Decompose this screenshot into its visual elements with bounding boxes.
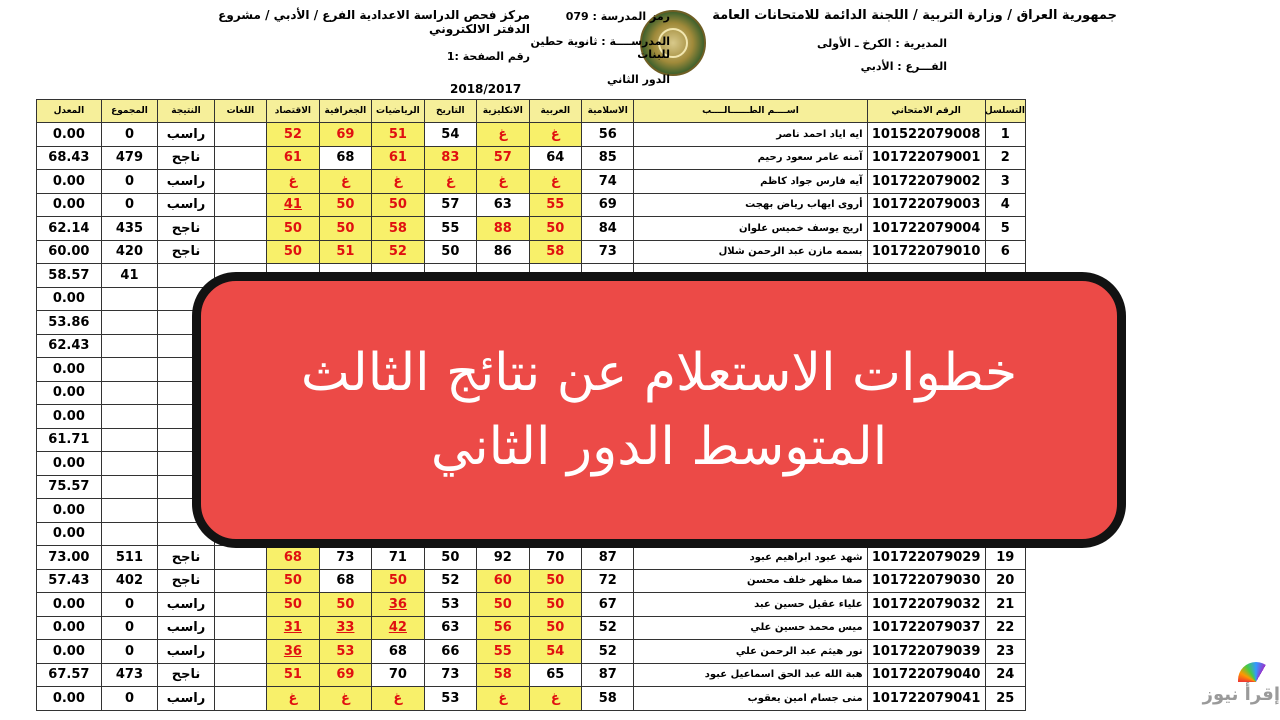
cell-avg: 73.00 (37, 546, 102, 570)
cell-total (101, 287, 158, 311)
cell-islamic: 73 (582, 240, 634, 264)
cell-avg: 57.43 (37, 569, 102, 593)
cell-islamic: 74 (582, 170, 634, 194)
cell-lang (214, 240, 266, 264)
cell-total (101, 358, 158, 382)
cell-econ: 51 (267, 663, 319, 687)
cell-math: 52 (372, 240, 424, 264)
banner-line-1: خطوات الاستعلام عن نتائج الثالث (300, 343, 1018, 403)
cell-name: شهد عبود ابراهيم عبود (634, 546, 867, 570)
cell-history: 50 (424, 240, 476, 264)
cell-arabic: 55 (529, 193, 581, 217)
cell-islamic: 52 (582, 640, 634, 664)
title-banner (192, 272, 1126, 548)
cell-seq: 19 (985, 546, 1025, 570)
table-row (37, 146, 1026, 170)
cell-avg: 0.00 (37, 381, 102, 405)
cell-arabic: 50 (529, 569, 581, 593)
exam-round: الدور الثاني (606, 73, 670, 86)
table-row (37, 217, 1026, 241)
column-header: اســــم الطــــــالــــب (634, 100, 867, 123)
cell-result: ناجح (158, 146, 215, 170)
center-title: مركز فحص الدراسة الاعدادية الفرع / الأدبي / مشروع الدفتر الالكتروني (218, 8, 530, 36)
cell-total (101, 334, 158, 358)
cell-history: 52 (424, 569, 476, 593)
cell-total: 41 (101, 264, 158, 288)
cell-seq: 2 (985, 146, 1025, 170)
cell-total: 0 (101, 123, 158, 147)
table-row (37, 616, 1026, 640)
cell-history: 66 (424, 640, 476, 664)
cell-english: 58 (477, 663, 529, 687)
cell-history: 53 (424, 593, 476, 617)
cell-english: غ (477, 170, 529, 194)
cell-islamic: 52 (582, 616, 634, 640)
cell-econ: 68 (267, 546, 319, 570)
cell-name: نور هيثم عبد الرحمن علي (634, 640, 867, 664)
cell-math: 61 (372, 146, 424, 170)
cell-math: غ (372, 170, 424, 194)
cell-lang (214, 663, 266, 687)
column-header: التاريخ (424, 100, 476, 123)
cell-math: 50 (372, 193, 424, 217)
column-header: الرقم الامتحاني (867, 100, 985, 123)
cell-econ: 52 (267, 123, 319, 147)
cell-total: 0 (101, 616, 158, 640)
cell-name: آمنه عامر سعود رحيم (634, 146, 867, 170)
cell-avg: 0.00 (37, 170, 102, 194)
cell-islamic: 85 (582, 146, 634, 170)
cell-arabic: غ (529, 687, 581, 711)
cell-arabic: 50 (529, 593, 581, 617)
cell-arabic: 58 (529, 240, 581, 264)
cell-total: 435 (101, 217, 158, 241)
table-row (37, 123, 1026, 147)
column-header: الجغرافية (319, 100, 371, 123)
cell-arabic: 50 (529, 217, 581, 241)
cell-seq: 21 (985, 593, 1025, 617)
cell-seq: 24 (985, 663, 1025, 687)
cell-total: 420 (101, 240, 158, 264)
cell-econ: 50 (267, 569, 319, 593)
cell-islamic: 87 (582, 546, 634, 570)
cell-seq: 6 (985, 240, 1025, 264)
cell-result: راسب (158, 687, 215, 711)
cell-seq: 5 (985, 217, 1025, 241)
cell-arabic: 64 (529, 146, 581, 170)
cell-name: ميس محمد حسين علي (634, 616, 867, 640)
cell-english: 63 (477, 193, 529, 217)
table-row (37, 569, 1026, 593)
cell-seq: 3 (985, 170, 1025, 194)
cell-arabic: 54 (529, 640, 581, 664)
cell-english: غ (477, 123, 529, 147)
cell-geo: 51 (319, 240, 371, 264)
branch: الفـــرع : الأدبي (860, 60, 947, 73)
cell-total (101, 522, 158, 546)
site-logo (1202, 662, 1280, 720)
cell-total (101, 405, 158, 429)
cell-name: منى جسام امين يعقوب (634, 687, 867, 711)
cell-math: غ (372, 687, 424, 711)
cell-lang (214, 193, 266, 217)
cell-avg: 0.00 (37, 499, 102, 523)
cell-name: أروى ايهاب رياض بهجت (634, 193, 867, 217)
cell-math: 51 (372, 123, 424, 147)
cell-result: راسب (158, 593, 215, 617)
table-row (37, 546, 1026, 570)
cell-geo: 68 (319, 146, 371, 170)
cell-id: 101722079001 (867, 146, 985, 170)
cell-lang (214, 687, 266, 711)
cell-history: 73 (424, 663, 476, 687)
cell-econ: 50 (267, 240, 319, 264)
cell-arabic: 70 (529, 546, 581, 570)
cell-result: راسب (158, 123, 215, 147)
cell-result: راسب (158, 640, 215, 664)
cell-english: 50 (477, 593, 529, 617)
cell-total: 0 (101, 593, 158, 617)
cell-arabic: 50 (529, 616, 581, 640)
cell-total (101, 428, 158, 452)
cell-history: 63 (424, 616, 476, 640)
cell-avg: 0.00 (37, 123, 102, 147)
cell-lang (214, 616, 266, 640)
cell-arabic: غ (529, 123, 581, 147)
table-header-row (37, 100, 1026, 123)
cell-avg: 61.71 (37, 428, 102, 452)
cell-lang (214, 123, 266, 147)
cell-econ: 31 (267, 616, 319, 640)
cell-total (101, 452, 158, 476)
cell-avg: 0.00 (37, 193, 102, 217)
cell-english: 60 (477, 569, 529, 593)
column-header: العربية (529, 100, 581, 123)
cell-avg: 0.00 (37, 687, 102, 711)
cell-name: صفا مظهر خلف محسن (634, 569, 867, 593)
ministry-title: جمهورية العراق / وزارة التربية / اللجنة الدائمة للامتحانات العامة (712, 8, 1117, 23)
banner-line-2: المتوسط الدور الثاني (430, 417, 888, 477)
cell-result: راسب (158, 193, 215, 217)
cell-total: 0 (101, 640, 158, 664)
cell-english: 57 (477, 146, 529, 170)
cell-english: 86 (477, 240, 529, 264)
cell-result: ناجح (158, 240, 215, 264)
cell-avg: 68.43 (37, 146, 102, 170)
cell-avg: 0.00 (37, 640, 102, 664)
cell-avg: 0.00 (37, 358, 102, 382)
watermark-text: إقرأ نيوز (1202, 684, 1280, 705)
cell-name: هبة الله عبد الحق اسماعيل عبود (634, 663, 867, 687)
cell-islamic: 72 (582, 569, 634, 593)
cell-islamic: 67 (582, 593, 634, 617)
cell-avg: 62.14 (37, 217, 102, 241)
cell-econ: 61 (267, 146, 319, 170)
cell-id: 101722079032 (867, 593, 985, 617)
cell-islamic: 56 (582, 123, 634, 147)
cell-lang (214, 146, 266, 170)
cell-history: 57 (424, 193, 476, 217)
cell-english: غ (477, 687, 529, 711)
cell-islamic: 87 (582, 663, 634, 687)
cell-avg: 0.00 (37, 616, 102, 640)
header-right (712, 8, 1117, 83)
cell-lang (214, 569, 266, 593)
cell-avg: 60.00 (37, 240, 102, 264)
cell-name: علياء عقيل حسين عبد (634, 593, 867, 617)
cell-id: 101722079037 (867, 616, 985, 640)
cell-arabic: غ (529, 170, 581, 194)
column-header: الاقتصاد (267, 100, 319, 123)
cell-total: 479 (101, 146, 158, 170)
cell-history: 50 (424, 546, 476, 570)
cell-geo: 50 (319, 217, 371, 241)
cell-math: 68 (372, 640, 424, 664)
cell-avg: 58.57 (37, 264, 102, 288)
table-row (37, 240, 1026, 264)
table-row (37, 687, 1026, 711)
page-number: رقم الصفحة :1 (446, 50, 530, 63)
cell-result: ناجح (158, 663, 215, 687)
cell-math: 58 (372, 217, 424, 241)
cell-islamic: 58 (582, 687, 634, 711)
cell-id: 101722079002 (867, 170, 985, 194)
cell-lang (214, 170, 266, 194)
cell-total (101, 311, 158, 335)
cell-total (101, 499, 158, 523)
cell-total (101, 475, 158, 499)
header-middle (530, 10, 670, 98)
cell-lang (214, 217, 266, 241)
table-row (37, 663, 1026, 687)
cell-name: آيه فارس جواد كاظم (634, 170, 867, 194)
cell-geo: 50 (319, 193, 371, 217)
cell-econ: 41 (267, 193, 319, 217)
cell-lang (214, 640, 266, 664)
cell-geo: غ (319, 170, 371, 194)
cell-english: 55 (477, 640, 529, 664)
cell-lang (214, 546, 266, 570)
cell-geo: 69 (319, 123, 371, 147)
cell-name: اريج يوسف خميس علوان (634, 217, 867, 241)
column-header: النتيجة (158, 100, 215, 123)
cell-lang (214, 593, 266, 617)
cell-geo: 73 (319, 546, 371, 570)
cell-geo: 69 (319, 663, 371, 687)
cell-result: ناجح (158, 546, 215, 570)
cell-seq: 22 (985, 616, 1025, 640)
cell-econ: غ (267, 170, 319, 194)
cell-islamic: 69 (582, 193, 634, 217)
cell-id: 101722079029 (867, 546, 985, 570)
column-header: المعدل (37, 100, 102, 123)
cell-arabic: 65 (529, 663, 581, 687)
cell-result: راسب (158, 170, 215, 194)
cell-name: بسمه مازن عبد الرحمن شلال (634, 240, 867, 264)
academic-year: 2018/2017 (450, 82, 522, 96)
school-code: رمز المدرسة : 079 (565, 10, 670, 23)
cell-math: 71 (372, 546, 424, 570)
cell-econ: 50 (267, 217, 319, 241)
cell-name: ايه اياد احمد ناصر (634, 123, 867, 147)
cell-id: 101722079030 (867, 569, 985, 593)
cell-total (101, 381, 158, 405)
cell-econ: 50 (267, 593, 319, 617)
cell-geo: 50 (319, 593, 371, 617)
cell-geo: غ (319, 687, 371, 711)
school-name: المدرســــة : ثانوية حطين للبنات (530, 35, 670, 61)
cell-history: 83 (424, 146, 476, 170)
cell-history: 53 (424, 687, 476, 711)
cell-avg: 62.43 (37, 334, 102, 358)
cell-seq: 25 (985, 687, 1025, 711)
cell-english: 56 (477, 616, 529, 640)
directorate: المديرية : الكرخ ـ الأولى (816, 37, 947, 50)
table-row (37, 170, 1026, 194)
cell-total: 0 (101, 687, 158, 711)
cell-id: 101722079010 (867, 240, 985, 264)
cell-math: 36 (372, 593, 424, 617)
column-header: المجموع (101, 100, 158, 123)
cell-avg: 75.57 (37, 475, 102, 499)
column-header: الرياضيات (372, 100, 424, 123)
cell-seq: 4 (985, 193, 1025, 217)
column-header: اللغات (214, 100, 266, 123)
cell-id: 101722079041 (867, 687, 985, 711)
cell-total: 0 (101, 193, 158, 217)
cell-geo: 68 (319, 569, 371, 593)
cell-seq: 20 (985, 569, 1025, 593)
cell-english: 92 (477, 546, 529, 570)
cell-seq: 23 (985, 640, 1025, 664)
cell-math: 42 (372, 616, 424, 640)
column-header: الانكليزية (477, 100, 529, 123)
cell-history: 54 (424, 123, 476, 147)
cell-id: 101722079003 (867, 193, 985, 217)
cell-total: 473 (101, 663, 158, 687)
table-row (37, 193, 1026, 217)
column-header: التسلسل (985, 100, 1025, 123)
cell-avg: 53.86 (37, 311, 102, 335)
cell-history: غ (424, 170, 476, 194)
table-row (37, 640, 1026, 664)
cell-history: 55 (424, 217, 476, 241)
cell-econ: غ (267, 687, 319, 711)
cell-math: 50 (372, 569, 424, 593)
cell-econ: 36 (267, 640, 319, 664)
cell-islamic: 84 (582, 217, 634, 241)
logo-fan-icon (1238, 662, 1274, 682)
cell-id: 101722079039 (867, 640, 985, 664)
cell-math: 70 (372, 663, 424, 687)
cell-avg: 0.00 (37, 405, 102, 429)
cell-avg: 0.00 (37, 522, 102, 546)
cell-english: 88 (477, 217, 529, 241)
cell-geo: 33 (319, 616, 371, 640)
cell-result: ناجح (158, 217, 215, 241)
cell-total: 511 (101, 546, 158, 570)
header-left (195, 8, 530, 63)
cell-total: 0 (101, 170, 158, 194)
cell-avg: 0.00 (37, 287, 102, 311)
cell-id: 101722079040 (867, 663, 985, 687)
cell-total: 402 (101, 569, 158, 593)
cell-avg: 0.00 (37, 452, 102, 476)
cell-result: ناجح (158, 569, 215, 593)
cell-id: 101522079008 (867, 123, 985, 147)
cell-avg: 67.57 (37, 663, 102, 687)
cell-seq: 1 (985, 123, 1025, 147)
table-row (37, 593, 1026, 617)
cell-result: راسب (158, 616, 215, 640)
cell-geo: 53 (319, 640, 371, 664)
column-header: الاسلامية (582, 100, 634, 123)
cell-avg: 0.00 (37, 593, 102, 617)
cell-id: 101722079004 (867, 217, 985, 241)
